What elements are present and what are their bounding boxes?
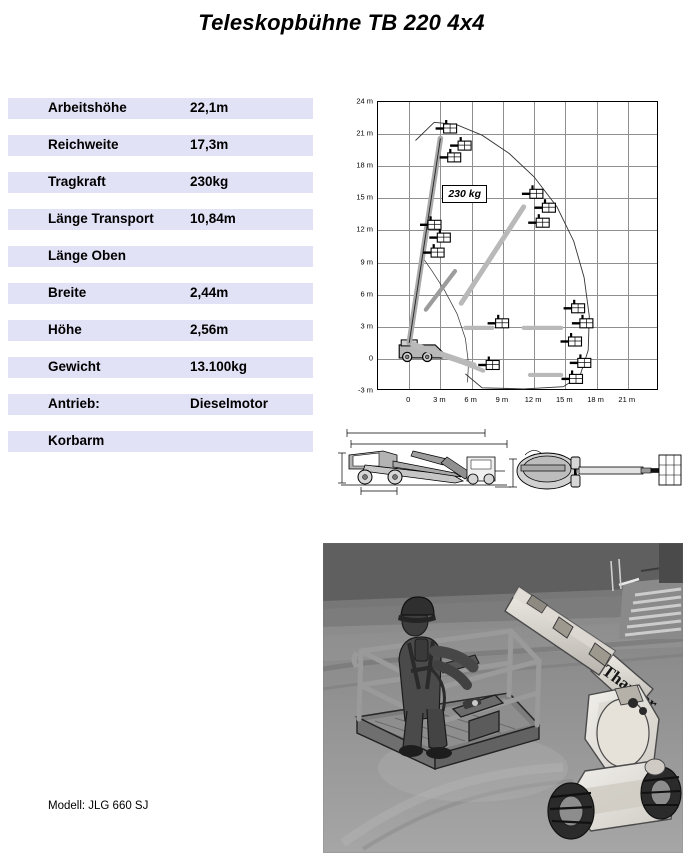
y-axis-tick-label: 15 m: [356, 192, 373, 202]
y-axis-tick-label: 24 m: [356, 96, 373, 106]
spec-row: [8, 357, 313, 378]
machine-position-icon: [562, 370, 583, 383]
spec-value: 230kg: [190, 174, 229, 189]
y-axis-tick-label: 6 m: [360, 289, 373, 299]
spec-value: 2,44m: [190, 285, 229, 300]
x-axis-tick-label: 9 m: [495, 395, 509, 404]
y-axis-tick-label: 18 m: [356, 160, 373, 170]
machine-position-icon: [570, 354, 591, 367]
x-axis-tick-label: 21 m: [618, 395, 636, 404]
y-axis-tick-label: -3 m: [358, 385, 373, 395]
spec-label: Arbeitshöhe: [48, 100, 127, 115]
y-axis-tick-label: 21 m: [356, 128, 373, 138]
spec-label: Tragkraft: [48, 174, 106, 189]
spec-row: [8, 246, 313, 267]
x-axis-tick-label: 15 m: [555, 395, 573, 404]
spec-value: 17,3m: [190, 137, 229, 152]
spec-label: Antrieb:: [48, 396, 100, 411]
product-photo: [323, 543, 683, 853]
spec-value: 22,1m: [190, 100, 229, 115]
machine-position-icon: [436, 120, 457, 133]
y-axis-tick-label: 9 m: [360, 257, 373, 267]
spec-label: Gewicht: [48, 359, 101, 374]
machine-position-icon: [564, 300, 585, 313]
x-axis-tick-label: 6 m: [464, 395, 477, 404]
dimension-drawings-svg: [335, 425, 683, 505]
machine-position-icon: [450, 137, 471, 150]
dimension-drawings: [335, 425, 683, 505]
spec-value: Dieselmotor: [190, 396, 269, 411]
spec-row: [8, 320, 313, 341]
machine-position-icon: [429, 229, 450, 242]
spec-row: [8, 135, 313, 156]
page-title: Teleskopbühne TB 220 4x4: [198, 10, 485, 35]
boom-segment: [426, 271, 455, 310]
machine-position-icon: [420, 216, 441, 229]
product-photo-svg: [323, 543, 683, 853]
spec-label: Reichweite: [48, 137, 119, 152]
spec-value: 2,56m: [190, 322, 229, 337]
spec-row: [8, 394, 313, 415]
spec-label: Länge Transport: [48, 211, 154, 226]
machine-position-icon: [440, 149, 461, 162]
machine-position-icon: [561, 333, 582, 346]
spec-label: Breite: [48, 285, 87, 300]
y-axis-tick-label: 3 m: [360, 321, 373, 331]
x-axis-tick-label: 3 m: [433, 395, 446, 404]
envelope-svg: [378, 102, 659, 391]
x-axis-tick-label: 12 m: [524, 395, 542, 404]
chart-plot-area: [377, 101, 658, 390]
x-axis-tick-label: 0: [406, 395, 411, 404]
side-view-drawing: [338, 429, 507, 495]
machine-position-icon: [522, 185, 543, 198]
spec-label: Länge Oben: [48, 248, 127, 263]
spec-value: 10,84m: [190, 211, 236, 226]
top-view-drawing: [495, 450, 681, 489]
y-axis-tick-label: 12 m: [356, 224, 373, 234]
model-caption: Modell: JLG 660 SJ: [48, 800, 149, 812]
spec-value: 13.100kg: [190, 359, 248, 374]
x-axis-tick-label: 18 m: [587, 395, 604, 404]
machine-position-icon: [478, 357, 499, 370]
machine-position-icon: [572, 315, 593, 328]
spec-row: [8, 172, 313, 193]
spec-label: Korbarm: [48, 433, 105, 448]
capacity-badge: 230 kg: [442, 185, 487, 203]
spec-row: [8, 209, 313, 230]
spec-row: [8, 98, 313, 119]
y-axis-tick-label: 0: [368, 353, 373, 363]
chassis-icon: [399, 138, 523, 365]
spec-label: Höhe: [48, 322, 82, 337]
spec-row: [8, 431, 313, 452]
specification-table: [8, 98, 313, 468]
machine-position-icon: [528, 214, 549, 227]
working-envelope-chart: [335, 90, 683, 420]
spec-row: [8, 283, 313, 304]
